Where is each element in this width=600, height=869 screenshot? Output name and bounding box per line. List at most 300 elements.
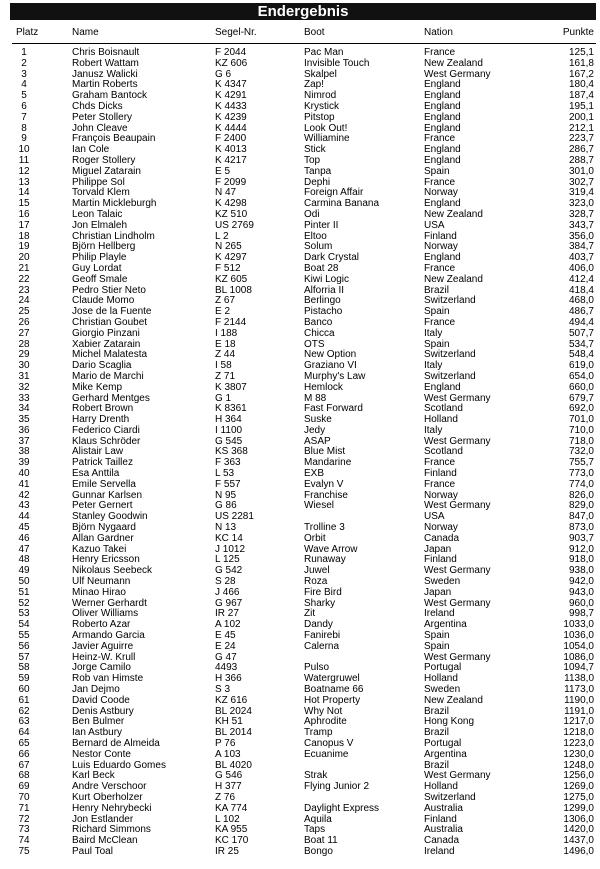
cell-boot: Hemlock: [304, 381, 343, 393]
cell-nation: Norway: [424, 522, 458, 534]
cell-nation: Portugal: [424, 738, 462, 749]
cell-boot: Flying Junior 2: [304, 781, 370, 793]
cell-punkte: 403,7: [568, 252, 594, 264]
cell-name: Roger Stollery: [72, 154, 136, 166]
cell-segel: G 86: [215, 500, 237, 512]
cell-platz: 71: [18, 802, 30, 814]
cell-punkte: 1094,7: [563, 662, 594, 674]
cell-name: Miguel Zatarain: [72, 165, 141, 177]
cell-boot: Murphy's Law: [304, 370, 366, 382]
cell-punkte: 1217,0: [563, 716, 594, 728]
cell-segel: K 4433: [215, 100, 247, 112]
cell-name: Gunnar Karlsen: [72, 489, 143, 501]
cell-name: Luis Eduardo Gomes: [72, 759, 166, 771]
cell-platz: 27: [18, 327, 30, 339]
cell-nation: Italy: [424, 327, 443, 339]
cell-boot: Strak: [304, 770, 328, 782]
cell-punkte: 319,4: [568, 187, 594, 199]
cell-platz: 54: [18, 619, 30, 631]
cell-nation: Ireland: [424, 845, 455, 857]
cell-punkte: 1218,0: [563, 727, 594, 739]
cell-punkte: 912,0: [568, 543, 594, 555]
cell-nation: Ireland: [424, 608, 455, 620]
cell-segel: L 102: [215, 813, 240, 825]
cell-name: Peter Stollery: [72, 111, 133, 123]
cell-name: Claude Momo: [72, 295, 135, 307]
cell-boot: Foreign Affair: [304, 187, 364, 199]
cell-segel: F 2400: [215, 133, 247, 145]
cell-name: Ian Astbury: [72, 727, 123, 739]
cell-name: Kazuo Takei: [72, 543, 127, 555]
cell-boot: Eltoo: [304, 230, 327, 242]
cell-name: Martin Roberts: [72, 79, 138, 91]
cell-boot: Fanirebi: [304, 630, 341, 642]
cell-platz: 70: [18, 791, 30, 803]
cell-nation: Switzerland: [424, 349, 476, 361]
cell-name: Mike Kemp: [72, 381, 123, 393]
cell-platz: 28: [18, 338, 30, 350]
table-row: [0, 750, 600, 761]
cell-nation: England: [424, 144, 461, 156]
cell-punkte: 180,4: [568, 79, 594, 91]
cell-boot: Odi: [304, 208, 320, 220]
table-header: [0, 27, 600, 41]
cell-segel: E 24: [215, 640, 236, 652]
cell-punkte: 1275,0: [563, 791, 594, 803]
cell-boot: Alforria II: [304, 284, 345, 296]
cell-boot: Dark Crystal: [304, 252, 360, 264]
cell-boot: Zap!: [304, 79, 325, 91]
cell-segel: S 3: [215, 684, 231, 696]
cell-boot: Krystick: [304, 100, 339, 112]
cell-segel: S 28: [215, 576, 236, 588]
cell-punkte: 774,0: [568, 478, 594, 490]
cell-nation: France: [424, 47, 456, 58]
cell-boot: M 88: [304, 392, 327, 404]
cell-boot: Zit: [304, 608, 316, 620]
cell-punkte: 1190,0: [564, 694, 594, 706]
cell-platz: 40: [18, 468, 30, 480]
cell-segel: E 18: [215, 338, 236, 350]
cell-segel: F 557: [215, 478, 241, 490]
cell-name: Rob van Himste: [72, 673, 144, 685]
cell-punkte: 943,0: [568, 586, 594, 598]
cell-nation: England: [424, 381, 461, 393]
cell-nation: Japan: [424, 586, 452, 598]
cell-boot: Tanpa: [304, 165, 332, 177]
cell-punkte: 286,7: [568, 144, 594, 156]
cell-boot: Wiesel: [304, 500, 335, 512]
cell-nation: Italy: [424, 360, 443, 372]
cell-platz: 43: [18, 500, 30, 512]
cell-punkte: 507,7: [568, 327, 594, 339]
cell-boot: New Option: [304, 349, 357, 361]
cell-segel: L 2: [215, 230, 229, 242]
cell-nation: West Germany: [424, 565, 491, 577]
cell-nation: Switzerland: [424, 370, 476, 382]
cell-nation: Norway: [424, 489, 458, 501]
cell-nation: Spain: [424, 165, 450, 177]
cell-platz: 47: [18, 543, 30, 555]
cell-name: Björn Hellberg: [72, 241, 136, 253]
cell-platz: 42: [18, 489, 30, 501]
cell-boot: Orbit: [304, 532, 326, 544]
cell-name: Roberto Azar: [72, 619, 131, 631]
cell-name: Jon Estlander: [72, 813, 134, 825]
cell-nation: Argentina: [424, 748, 467, 760]
cell-segel: L 53: [215, 468, 235, 480]
cell-punkte: 660,0: [568, 381, 594, 393]
cell-nation: France: [424, 457, 456, 469]
cell-punkte: 710,0: [568, 424, 594, 436]
cell-nation: Switzerland: [424, 295, 476, 307]
cell-name: Jorge Camilo: [72, 662, 131, 674]
cell-segel: K 4013: [215, 144, 247, 156]
cell-platz: 16: [18, 208, 30, 220]
cell-punkte: 701,0: [568, 414, 594, 426]
cell-platz: 48: [18, 554, 30, 566]
cell-boot: Dandy: [304, 619, 333, 631]
cell-punkte: 323,0: [568, 198, 594, 210]
cell-nation: Spain: [424, 306, 450, 318]
cell-platz: 2: [21, 57, 27, 69]
cell-platz: 17: [18, 219, 30, 231]
cell-boot: Daylight Express: [304, 802, 380, 814]
cell-boot: Mandarine: [304, 457, 352, 469]
cell-segel: KA 774: [215, 802, 248, 814]
cell-segel: P 76: [215, 738, 236, 749]
cell-boot: Tramp: [304, 727, 333, 739]
cell-punkte: 167,2: [568, 68, 594, 80]
cell-nation: Switzerland: [424, 791, 476, 803]
cell-platz: 36: [18, 424, 30, 436]
cell-name: Chris Boisnault: [72, 47, 140, 58]
cell-punkte: 412,4: [568, 273, 594, 285]
cell-name: Patrick Taillez: [72, 457, 133, 469]
cell-punkte: 960,0: [568, 597, 594, 609]
cell-boot: Boat 28: [304, 262, 339, 274]
page-title: Endergebnis: [10, 3, 596, 20]
cell-boot: OTS: [304, 338, 325, 350]
cell-boot: Why Not: [304, 705, 343, 717]
cell-segel: H 377: [215, 781, 242, 793]
table-row: [0, 113, 600, 124]
cell-punkte: 732,0: [568, 446, 594, 458]
cell-platz: 52: [18, 597, 30, 609]
cell-nation: England: [424, 154, 461, 166]
cell-segel: KC 14: [215, 532, 243, 544]
cell-segel: E 45: [215, 630, 236, 642]
cell-boot: Canopus V: [304, 738, 354, 749]
cell-segel: US 2769: [215, 219, 254, 231]
cell-name: Geoff Smale: [72, 273, 128, 285]
cell-platz: 25: [18, 306, 30, 318]
cell-punkte: 1173,0: [564, 684, 594, 696]
cell-nation: Japan: [424, 543, 452, 555]
cell-boot: Boatname 66: [304, 684, 364, 696]
cell-segel: BL 4020: [215, 759, 252, 771]
cell-platz: 65: [18, 738, 30, 749]
cell-boot: Aphrodite: [304, 716, 347, 728]
cell-platz: 61: [18, 694, 30, 706]
table-row: [0, 847, 600, 858]
cell-boot: ASAP: [304, 435, 331, 447]
header-punkte: Punkte: [562, 27, 594, 38]
header-boot: Boot: [304, 27, 325, 38]
cell-name: Alistair Law: [72, 446, 124, 458]
cell-boot: Juwel: [304, 565, 330, 577]
cell-name: Leon Talaic: [72, 208, 123, 220]
cell-nation: Spain: [424, 338, 450, 350]
cell-boot: Pac Man: [304, 47, 344, 58]
cell-punkte: 679,7: [568, 392, 594, 404]
cell-platz: 31: [18, 370, 30, 382]
cell-punkte: 755,7: [568, 457, 594, 469]
cell-segel: 4493: [215, 662, 238, 674]
cell-nation: Spain: [424, 630, 450, 642]
cell-punkte: 548,4: [568, 349, 594, 361]
cell-segel: G 545: [215, 435, 243, 447]
cell-nation: Australia: [424, 824, 463, 836]
table-row: [0, 275, 600, 286]
cell-segel: F 2099: [215, 176, 247, 188]
cell-segel: J 1012: [215, 543, 246, 555]
cell-segel: BL 1008: [215, 284, 252, 296]
cell-name: Björn Nygaard: [72, 522, 136, 534]
table-row: [0, 59, 600, 70]
cell-punkte: 125,1: [568, 47, 594, 58]
cell-segel: BL 2024: [215, 705, 252, 717]
cell-platz: 64: [18, 727, 30, 739]
cell-segel: IR 25: [215, 845, 239, 857]
cell-nation: Holland: [424, 781, 458, 793]
cell-segel: E 5: [215, 165, 231, 177]
cell-nation: Sweden: [424, 576, 461, 588]
cell-name: Werner Gerhardt: [72, 597, 147, 609]
cell-nation: Brazil: [424, 727, 450, 739]
cell-platz: 8: [21, 122, 27, 134]
cell-punkte: 223,7: [568, 133, 594, 145]
cell-segel: I 58: [215, 360, 232, 372]
cell-punkte: 288,7: [568, 154, 594, 166]
cell-segel: K 4347: [215, 79, 247, 91]
cell-segel: KZ 605: [215, 273, 248, 285]
cell-segel: Z 76: [215, 791, 236, 803]
cell-platz: 46: [18, 532, 30, 544]
cell-boot: Aquila: [304, 813, 332, 825]
cell-platz: 22: [18, 273, 30, 285]
cell-nation: Scotland: [424, 446, 463, 458]
cell-name: Michel Malatesta: [72, 349, 148, 361]
table-row: [0, 642, 600, 653]
cell-boot: Top: [304, 154, 321, 166]
cell-nation: Australia: [424, 802, 463, 814]
cell-segel: Z 67: [215, 295, 236, 307]
cell-platz: 75: [18, 845, 30, 857]
cell-segel: N 47: [215, 187, 237, 199]
cell-platz: 53: [18, 608, 30, 620]
cell-name: Federico Ciardi: [72, 424, 140, 436]
cell-name: Gerhard Mentges: [72, 392, 150, 404]
cell-segel: KS 368: [215, 446, 248, 458]
cell-boot: Taps: [304, 824, 326, 836]
cell-platz: 62: [18, 705, 30, 717]
cell-segel: G 967: [215, 597, 243, 609]
cell-punkte: 847,0: [568, 511, 594, 523]
cell-nation: France: [424, 176, 456, 188]
cell-platz: 51: [18, 586, 30, 598]
cell-boot: Wave Arrow: [304, 543, 358, 555]
cell-platz: 15: [18, 198, 30, 210]
cell-nation: Portugal: [424, 662, 462, 674]
table-row: [0, 329, 600, 340]
cell-name: Javier Aguirre: [72, 640, 134, 652]
cell-punkte: 873,0: [568, 522, 594, 534]
cell-punkte: 1306,0: [563, 813, 594, 825]
cell-boot: Pulso: [304, 662, 330, 674]
results-table: [0, 48, 600, 858]
cell-nation: Brazil: [424, 705, 450, 717]
cell-name: John Cleave: [72, 122, 128, 134]
cell-platz: 5: [21, 90, 27, 102]
cell-nation: Finland: [424, 813, 457, 825]
cell-nation: Sweden: [424, 684, 461, 696]
cell-platz: 60: [18, 684, 30, 696]
cell-segel: A 102: [215, 619, 241, 631]
cell-punkte: 998,7: [568, 608, 594, 620]
cell-boot: Williamine: [304, 133, 350, 145]
cell-name: Martin Mickleburgh: [72, 198, 157, 210]
header-nation: Nation: [424, 27, 453, 38]
cell-boot: EXB: [304, 468, 325, 480]
cell-segel: G 546: [215, 770, 243, 782]
cell-punkte: 301,0: [568, 165, 594, 177]
cell-segel: BL 2014: [215, 727, 252, 739]
cell-platz: 3: [21, 68, 27, 80]
cell-punkte: 1496,0: [563, 845, 594, 857]
cell-boot: Roza: [304, 576, 328, 588]
cell-boot: Pinter II: [304, 219, 339, 231]
cell-segel: N 95: [215, 489, 237, 501]
cell-boot: Berlingo: [304, 295, 341, 307]
header-segel: Segel-Nr.: [215, 27, 257, 38]
cell-punkte: 826,0: [568, 489, 594, 501]
cell-punkte: 212,1: [568, 122, 594, 134]
cell-boot: Kiwi Logic: [304, 273, 350, 285]
cell-nation: Canada: [424, 532, 460, 544]
cell-name: David Coode: [72, 694, 130, 706]
cell-boot: Trolline 3: [304, 522, 345, 534]
cell-nation: New Zealand: [424, 57, 483, 69]
cell-platz: 23: [18, 284, 30, 296]
cell-platz: 55: [18, 630, 30, 642]
cell-name: Minao Hirao: [72, 586, 126, 598]
cell-name: Harry Drenth: [72, 414, 130, 426]
cell-nation: Holland: [424, 414, 458, 426]
cell-platz: 72: [18, 813, 30, 825]
cell-segel: K 8361: [215, 403, 247, 415]
cell-boot: Franchise: [304, 489, 348, 501]
cell-punkte: 494,4: [568, 316, 594, 328]
cell-nation: Holland: [424, 673, 458, 685]
cell-name: Heinz-W. Krull: [72, 651, 136, 663]
cell-name: Guy Lordat: [72, 262, 122, 274]
cell-nation: Finland: [424, 554, 457, 566]
cell-segel: K 4298: [215, 198, 247, 210]
cell-nation: France: [424, 316, 456, 328]
cell-segel: IR 27: [215, 608, 239, 620]
cell-punkte: 1248,0: [563, 759, 594, 771]
cell-platz: 69: [18, 781, 30, 793]
cell-segel: KA 955: [215, 824, 248, 836]
cell-punkte: 1223,0: [563, 738, 594, 749]
cell-name: Kurt Oberholzer: [72, 791, 143, 803]
cell-segel: F 2044: [215, 47, 247, 58]
cell-platz: 21: [18, 262, 30, 274]
cell-platz: 24: [18, 295, 30, 307]
cell-nation: Spain: [424, 640, 450, 652]
cell-punkte: 1033,0: [563, 619, 594, 631]
table-row: [0, 167, 600, 178]
cell-name: Philip Playle: [72, 252, 127, 264]
cell-punkte: 942,0: [568, 576, 594, 588]
cell-nation: West Germany: [424, 770, 491, 782]
cell-punkte: 534,7: [568, 338, 594, 350]
cell-name: Henry Nehrybecki: [72, 802, 152, 814]
cell-punkte: 328,7: [568, 208, 594, 220]
cell-segel: K 4239: [215, 111, 247, 123]
cell-boot: Invisible Touch: [304, 57, 370, 69]
cell-name: Jan Dejmo: [72, 684, 120, 696]
cell-boot: Runaway: [304, 554, 346, 566]
cell-name: Jon Elmaleh: [72, 219, 128, 231]
cell-segel: KZ 606: [215, 57, 248, 69]
cell-name: Ben Bulmer: [72, 716, 125, 728]
cell-name: Pedro Stier Neto: [72, 284, 146, 296]
cell-segel: F 2144: [215, 316, 247, 328]
cell-nation: West Germany: [424, 435, 491, 447]
cell-punkte: 718,0: [568, 435, 594, 447]
cell-punkte: 903,7: [568, 532, 594, 544]
cell-platz: 6: [21, 100, 27, 112]
cell-name: Janusz Walicki: [72, 68, 138, 80]
cell-segel: G 542: [215, 565, 243, 577]
cell-platz: 12: [18, 165, 30, 177]
cell-platz: 34: [18, 403, 30, 415]
cell-name: Jose de la Fuente: [72, 306, 152, 318]
cell-platz: 18: [18, 230, 30, 242]
cell-nation: Finland: [424, 468, 457, 480]
cell-punkte: 1437,0: [563, 835, 594, 847]
cell-segel: H 366: [215, 673, 242, 685]
cell-segel: Z 44: [215, 349, 236, 361]
cell-name: Andre Verschoor: [72, 781, 147, 793]
cell-nation: USA: [424, 219, 445, 231]
cell-punkte: 1256,0: [563, 770, 594, 782]
cell-segel: KZ 616: [215, 694, 248, 706]
cell-punkte: 384,7: [568, 241, 594, 253]
cell-nation: Argentina: [424, 619, 467, 631]
cell-boot: Stick: [304, 144, 326, 156]
cell-platz: 66: [18, 748, 30, 760]
cell-punkte: 356,0: [568, 230, 594, 242]
cell-name: Klaus Schröder: [72, 435, 141, 447]
cell-segel: G 1: [215, 392, 232, 404]
header-name: Name: [72, 27, 99, 38]
cell-name: François Beaupain: [72, 133, 156, 145]
cell-name: Nestor Conte: [72, 748, 131, 760]
cell-name: Richard Simmons: [72, 824, 151, 836]
